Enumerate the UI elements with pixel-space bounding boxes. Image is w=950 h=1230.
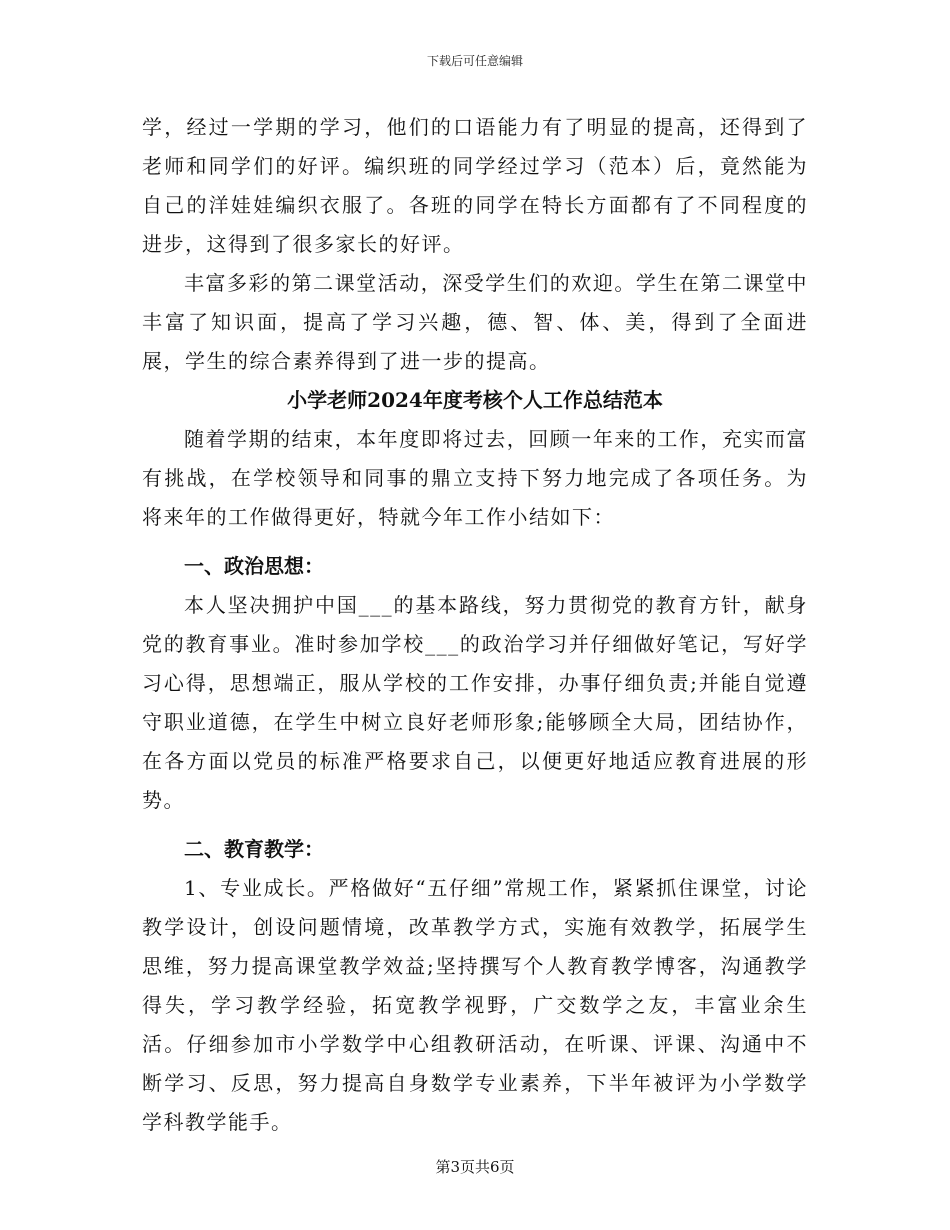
spacer — [142, 820, 808, 830]
paragraph-second-classroom: 丰富多彩的第二课堂活动，深受学生们的欢迎。学生在第二课堂中丰富了知识面，提高了学习兴趣，德、智、体、美，得到了全面进展，学生的综合素养得到了进一步的提高。 — [142, 271, 808, 373]
page-header-note: 下载后可任意编辑 — [426, 54, 523, 68]
paragraph-continued: 学，经过一学期的学习，他们的口语能力有了明显的提高，还得到了老师和同学们的好评。编织班的同学经过学习（范本）后，竟然能为自己的洋娃娃编织衣服了。各班的同学在特长方面都有了不同程度的进步，这得到了很多家长的好评。 — [142, 115, 808, 256]
article-intro: 随着学期的结束，本年度即将过去，回顾一年来的工作，充实而富有挑战，在学校领导和同事的鼎立支持下努力地完成了各项任务。为将来年的工作做得更好，特就今年工作小结如下： — [142, 427, 808, 529]
section-body-politics: 本人坚决拥护中国___的基本路线，努力贯彻党的教育方针，献身党的教育事业。准时参加学校___的政治学习并仔细做好笔记，写好学习心得，思想端正，服从学校的工作安排，办事仔细负责;并能自觉遵守职业道德，在学生中树立良好老师形象;能够顾全大局，团结协作，在各方面以党员的标准严格要求自己，以便更好地适应教育进展的形势。 — [142, 593, 808, 812]
document-body — [142, 108, 808, 1142]
section-heading-politics: 一、政治思想： — [184, 554, 324, 578]
page-number: 第3页共6页 — [435, 1158, 515, 1176]
section-heading-teaching: 二、教育教学： — [184, 837, 324, 861]
article-title: 小学老师2024年度考核个人工作总结范本 — [287, 388, 663, 412]
section-body-teaching: 1、专业成长。严格做好“五仔细”常规工作，紧紧抓住课堂，讨论教学设计，创设问题情境，改革教学方式，实施有效教学，拓展学生思维，努力提高课堂教学效益;坚持撰写个人教育教学博客，沟通教学得失，学习教学经验，拓宽教学视野，广交数学之友，丰富业余生活。仔细参加市小学数学中心组教研活动，在听课、评课、沟通中不断学习、反思，努力提高自身数学专业素养，下半年被评为小学数学学科教学能手。 — [142, 876, 808, 1134]
spacer — [142, 537, 808, 547]
